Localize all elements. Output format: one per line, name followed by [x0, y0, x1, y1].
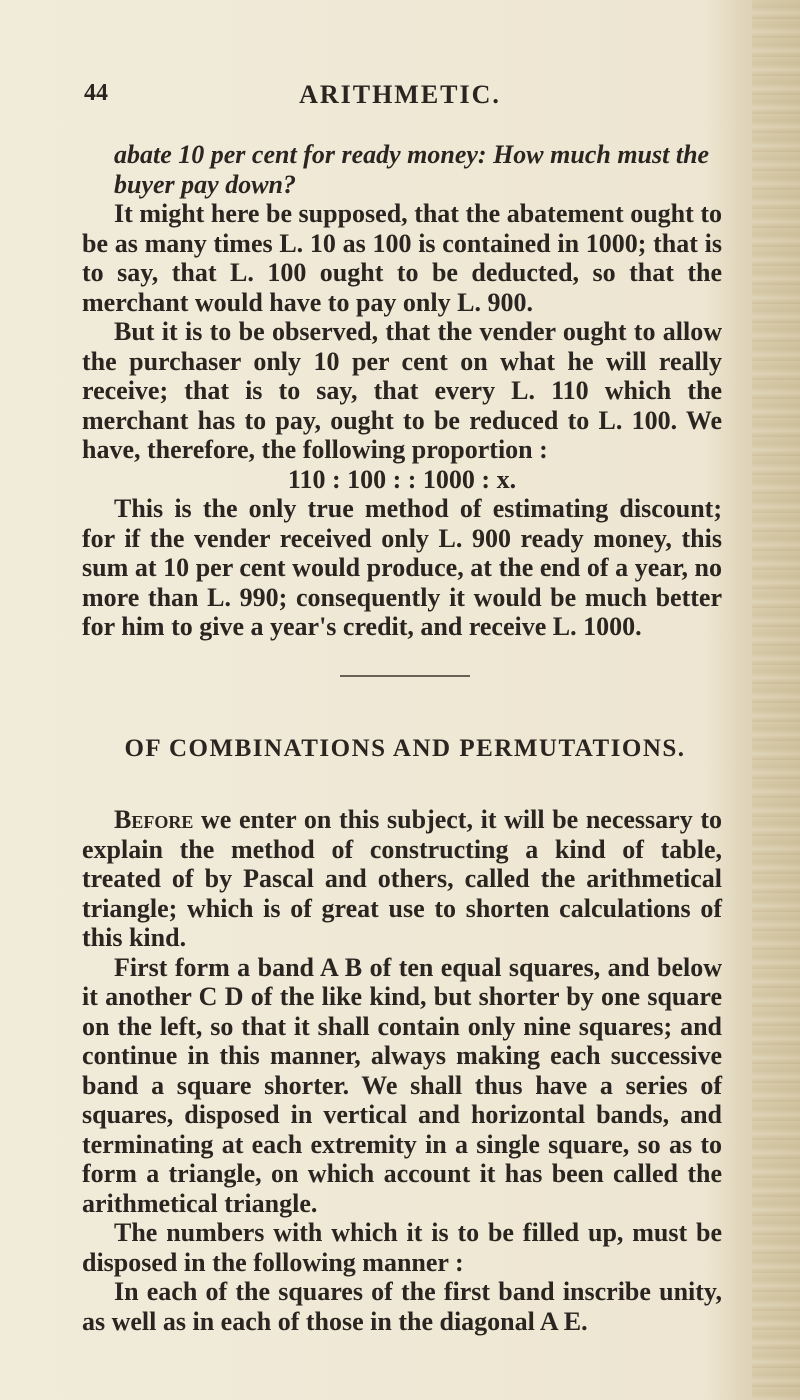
section-title: OF COMBINATIONS AND PERMUTATIONS. — [124, 735, 686, 762]
running-head: ARITHMETIC. — [299, 80, 501, 109]
question-line-2: buyer pay down? — [114, 169, 296, 199]
page-edge-shadow — [752, 0, 800, 1400]
body-text — [82, 140, 722, 642]
paragraph: This is the only true method of estimating discount; for if the vender received only L. 900 ready money, this sum at 10 per cent would produce, at the end of a year, no more than L. 990; consequently it would be much better for him to give a year's credit, and receive L. 1000. — [82, 494, 722, 641]
paragraph: But it is to be observed, that the vender ought to allow the purchaser only 10 per cent on what he will really receive; that is to say, that every L. 110 which the merchant has to pay, ought to be reduced to L. 100. We have, therefore, the following proportion : — [82, 317, 722, 464]
paragraph-rest: we enter on this subject, it will be necessary to explain the method of constructing a kind of table, treated of by Pascal and others, called the arithmetical triangle; which is of great use to shorten calculations of this kind. — [82, 805, 722, 952]
paragraph: First form a band A B of ten equal squares, and below it another C D of the like kind, but shorter by one square on the left, so that it shall contain only nine squares; and continue in this manner, always making each successive band a square shorter. We shall thus have a series of squares, disposed in vertical and horizontal bands, and terminating at each extremity in a single square, so as to form a triangle, on which account it has been called the arithmetical triangle. — [82, 952, 722, 1218]
section-text — [82, 805, 722, 1336]
paragraph: The numbers with which it is to be filled up, must be disposed in the following manner : — [82, 1218, 722, 1277]
proportion-formula: 110 : 100 : : 1000 : x. — [287, 464, 517, 494]
first-word: Before — [114, 805, 194, 834]
paragraph: It might here be supposed, that the abatement ought to be as many times L. 10 as 100 is contained in 1000; that is to say, that L. 100 ought to be deducted, so that the merchant would have to pay only L. 900. — [82, 199, 722, 317]
paragraph — [82, 805, 722, 953]
question-line-1: abate 10 per cent for ready money: How much must the — [114, 140, 710, 169]
paragraph: In each of the squares of the first band inscribe unity, as well as in each of those in the diagonal A E. — [82, 1277, 722, 1336]
section-divider — [340, 675, 470, 677]
page-header — [70, 80, 730, 120]
page-number: 44 — [84, 80, 108, 106]
